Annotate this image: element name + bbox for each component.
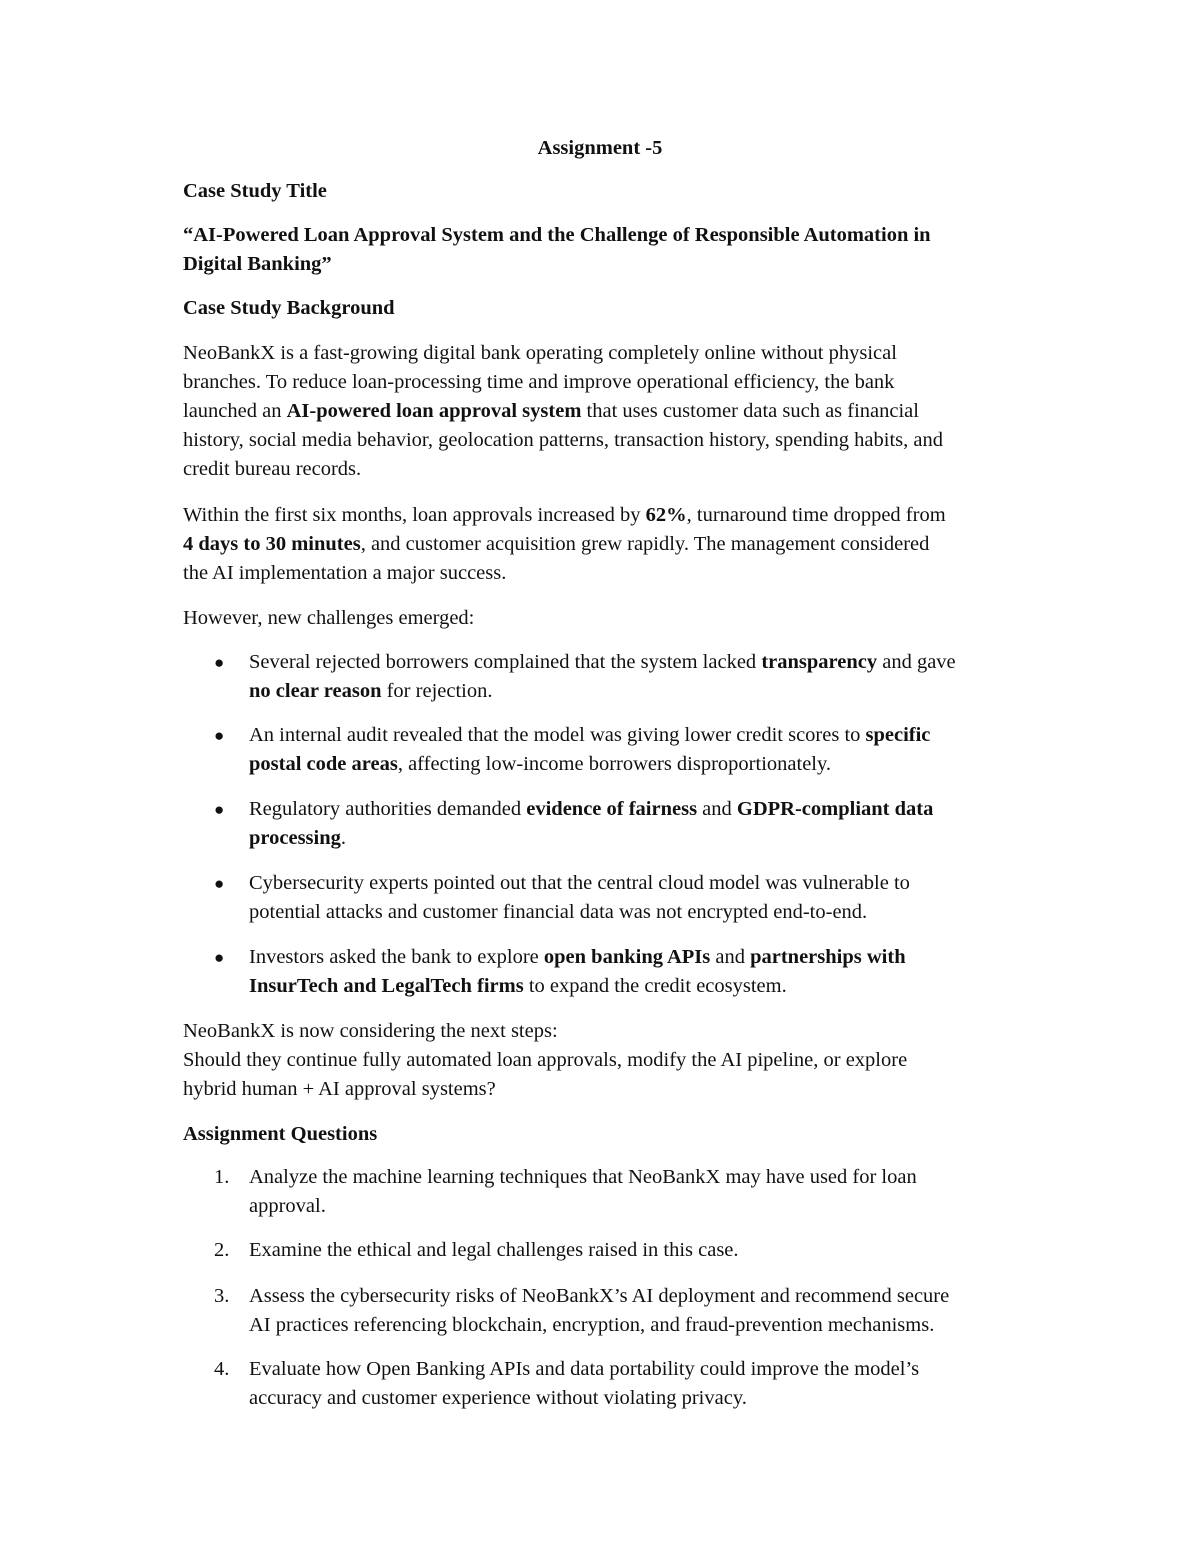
turnaround-emphasis: 4 days to 30 minutes — [183, 533, 361, 555]
background-heading: Case Study Background — [183, 297, 395, 319]
paragraph-2-line-3: the AI implementation a major success. — [183, 562, 507, 584]
paragraph-2-line-1: Within the first six months, loan approvals increased by 62%, turnaround time dropped from — [183, 504, 946, 526]
question-number: 4. — [214, 1358, 230, 1380]
question-1-line-1: Analyze the machine learning techniques that NeoBankX may have used for loan — [249, 1166, 917, 1188]
bullet-icon: ● — [214, 948, 225, 967]
case-title-heading: Case Study Title — [183, 180, 327, 202]
approval-increase-emphasis: 62% — [645, 504, 687, 526]
case-title-line-2: Digital Banking” — [183, 253, 332, 275]
paragraph-1-line-2: branches. To reduce loan-processing time and improve operational efficiency, the bank — [183, 371, 895, 393]
assignment-title: Assignment -5 — [537, 137, 663, 159]
bullet-icon: ● — [214, 653, 225, 672]
next-steps-line-1: NeoBankX is now considering the next steps: — [183, 1020, 558, 1042]
paragraph-1-line-5: credit bureau records. — [183, 458, 362, 480]
bullet-2-line-2: postal code areas, affecting low-income borrowers disproportionately. — [249, 753, 832, 775]
paragraph-1-line-1: NeoBankX is a fast-growing digital bank operating completely online without physical — [183, 342, 897, 364]
bullet-5-line-1: Investors asked the bank to explore open banking APIs and partnerships with — [249, 946, 906, 968]
challenges-intro: However, new challenges emerged: — [183, 607, 475, 629]
bullet-icon: ● — [214, 800, 225, 819]
bullet-3-line-2: processing. — [249, 827, 347, 849]
case-title-line-1: “AI-Powered Loan Approval System and the Challenge of Responsible Automation in — [183, 224, 931, 246]
question-4-line-1: Evaluate how Open Banking APIs and data portability could improve the model’s — [249, 1358, 920, 1380]
bullet-3-line-1: Regulatory authorities demanded evidence of fairness and GDPR-compliant data — [249, 798, 934, 820]
question-1-line-2: approval. — [249, 1195, 326, 1217]
bullet-icon: ● — [214, 874, 225, 893]
question-2-line-1: Examine the ethical and legal challenges raised in this case. — [249, 1239, 739, 1261]
next-steps-line-3: hybrid human + AI approval systems? — [183, 1078, 496, 1100]
bullet-1-line-1: Several rejected borrowers complained that the system lacked transparency and gave — [249, 651, 956, 673]
ai-system-emphasis: AI-powered loan approval system — [286, 400, 582, 422]
paragraph-2-line-2: 4 days to 30 minutes, and customer acquisition grew rapidly. The management considered — [183, 533, 930, 555]
question-3-line-1: Assess the cybersecurity risks of NeoBankX’s AI deployment and recommend secure — [249, 1285, 950, 1307]
bullet-2-line-1: An internal audit revealed that the model was giving lower credit scores to specific — [249, 724, 931, 746]
question-4-line-2: accuracy and customer experience without violating privacy. — [249, 1387, 747, 1409]
bullet-1-line-2: no clear reason for rejection. — [249, 680, 493, 702]
bullet-4-line-1: Cybersecurity experts pointed out that the central cloud model was vulnerable to — [249, 872, 910, 894]
bullet-icon: ● — [214, 726, 225, 745]
next-steps-line-2: Should they continue fully automated loan approvals, modify the AI pipeline, or explore — [183, 1049, 908, 1071]
question-3-line-2: AI practices referencing blockchain, encryption, and fraud-prevention mechanisms. — [249, 1314, 935, 1336]
questions-heading: Assignment Questions — [183, 1123, 378, 1145]
paragraph-1-line-3: launched an AI-powered loan approval system that uses customer data such as financial — [183, 400, 919, 422]
question-number: 1. — [214, 1166, 230, 1188]
paragraph-1-line-4: history, social media behavior, geolocation patterns, transaction history, spending habits, and — [183, 429, 943, 451]
question-number: 2. — [214, 1239, 230, 1261]
bullet-4-line-2: potential attacks and customer financial data was not encrypted end-to-end. — [249, 901, 868, 923]
question-number: 3. — [214, 1285, 230, 1307]
bullet-5-line-2: InsurTech and LegalTech firms to expand the credit ecosystem. — [249, 975, 787, 997]
